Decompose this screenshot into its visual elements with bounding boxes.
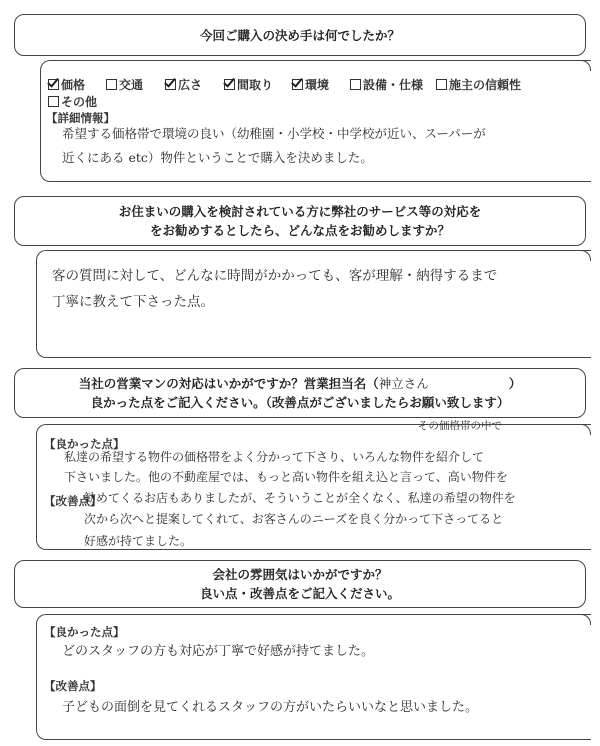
question-box-4 [14, 560, 586, 608]
question-4-line-1: 会社の雰囲気はいかがですか？ [212, 567, 388, 582]
option-transport: 交通 [106, 76, 143, 93]
question-2-line-2: をお勧めするとしたら、どんな点をお勧めしますか？ [149, 223, 450, 238]
checkbox-icon [165, 79, 176, 90]
answer-3-line-5: 好感が持てました。 [84, 534, 193, 548]
good-point-text-4: どのスタッフの方も対応が丁寧で好感が持てました。 [62, 644, 375, 659]
option-equipment: 設備・仕様 [350, 76, 423, 93]
good-point-label-3: 【良かった点】 [44, 437, 125, 451]
checkbox-icon [436, 79, 447, 90]
improvement-label-4: 【改善点】 [44, 679, 102, 693]
option-price: 価格 [48, 76, 85, 93]
question-box-1 [14, 14, 586, 56]
option-reliability: 施主の信頼性 [436, 76, 521, 93]
improvement-text-4: 子どもの面倒を見てくれるスタッフの方がいたらいいなと思いました。 [62, 700, 479, 715]
answer-3-line-4: 次から次へと提案してくれて、お客さんのニーズを良く分かって下さってると [84, 512, 504, 526]
checkbox-icon [350, 79, 361, 90]
checkbox-icon [48, 79, 59, 90]
checkbox-icon [48, 96, 59, 107]
checkbox-icon [106, 79, 117, 90]
detail-line-1: 希望する価格帯で環境の良い（幼稚園・小学校・中学校が近い、スーパーが [62, 126, 486, 141]
question-3-line-2: 良かった点をご記入ください。（改善点がございましたらお願い致します） [90, 395, 510, 410]
good-point-label-4: 【良かった点】 [44, 625, 125, 639]
question-2-line-1: お住まいの購入を検討されている方に弊社のサービス等の対応を [118, 204, 482, 219]
checkbox-icon [224, 79, 235, 90]
detail-line-2: 近くにある etc）物件ということで購入を決めました。 [62, 150, 373, 165]
question-box-2 [14, 196, 586, 246]
improvement-label-3: 【改善点】 [44, 494, 102, 508]
question-4-line-2: 良い点・改善点をご記入ください。 [199, 586, 400, 601]
question-3-line-1: 当社の営業マンの対応はいかがですか？営業担当名（神立さん ） [78, 376, 522, 391]
insert-note: その価格帯の中で [418, 420, 502, 432]
checkbox-icon [292, 79, 303, 90]
detail-label: 【詳細情報】 [46, 111, 115, 125]
answer-3-line-2: 下さいました。他の不動産屋では、もっと高い物件を組え込と言って、高い物件を [64, 470, 508, 484]
sales-rep-name: 神立さん [378, 376, 429, 391]
answer-3-line-1: 私達の希望する物件の価格帯をよく分かって下さり、いろんな物件を紹介して [64, 450, 485, 464]
option-size: 広さ [165, 76, 202, 93]
option-layout: 間取り [224, 76, 273, 93]
option-environment: 環境 [292, 76, 329, 93]
answer-3-line-3: 勧めてくるお店もありましたが、そういうことが全くなく、私達の希望の物件を [84, 491, 516, 505]
question-box-3 [14, 368, 586, 418]
answer-2-line-1: 客の質問に対して、どんなに時間がかかっても、客が理解・納得するまで [52, 268, 498, 284]
option-other: その他 [48, 93, 97, 110]
question-1-text: 今回ご購入の決め手は何でしたか？ [199, 27, 400, 43]
answer-2-line-2: 丁寧に教えて下さった点。 [52, 294, 214, 310]
